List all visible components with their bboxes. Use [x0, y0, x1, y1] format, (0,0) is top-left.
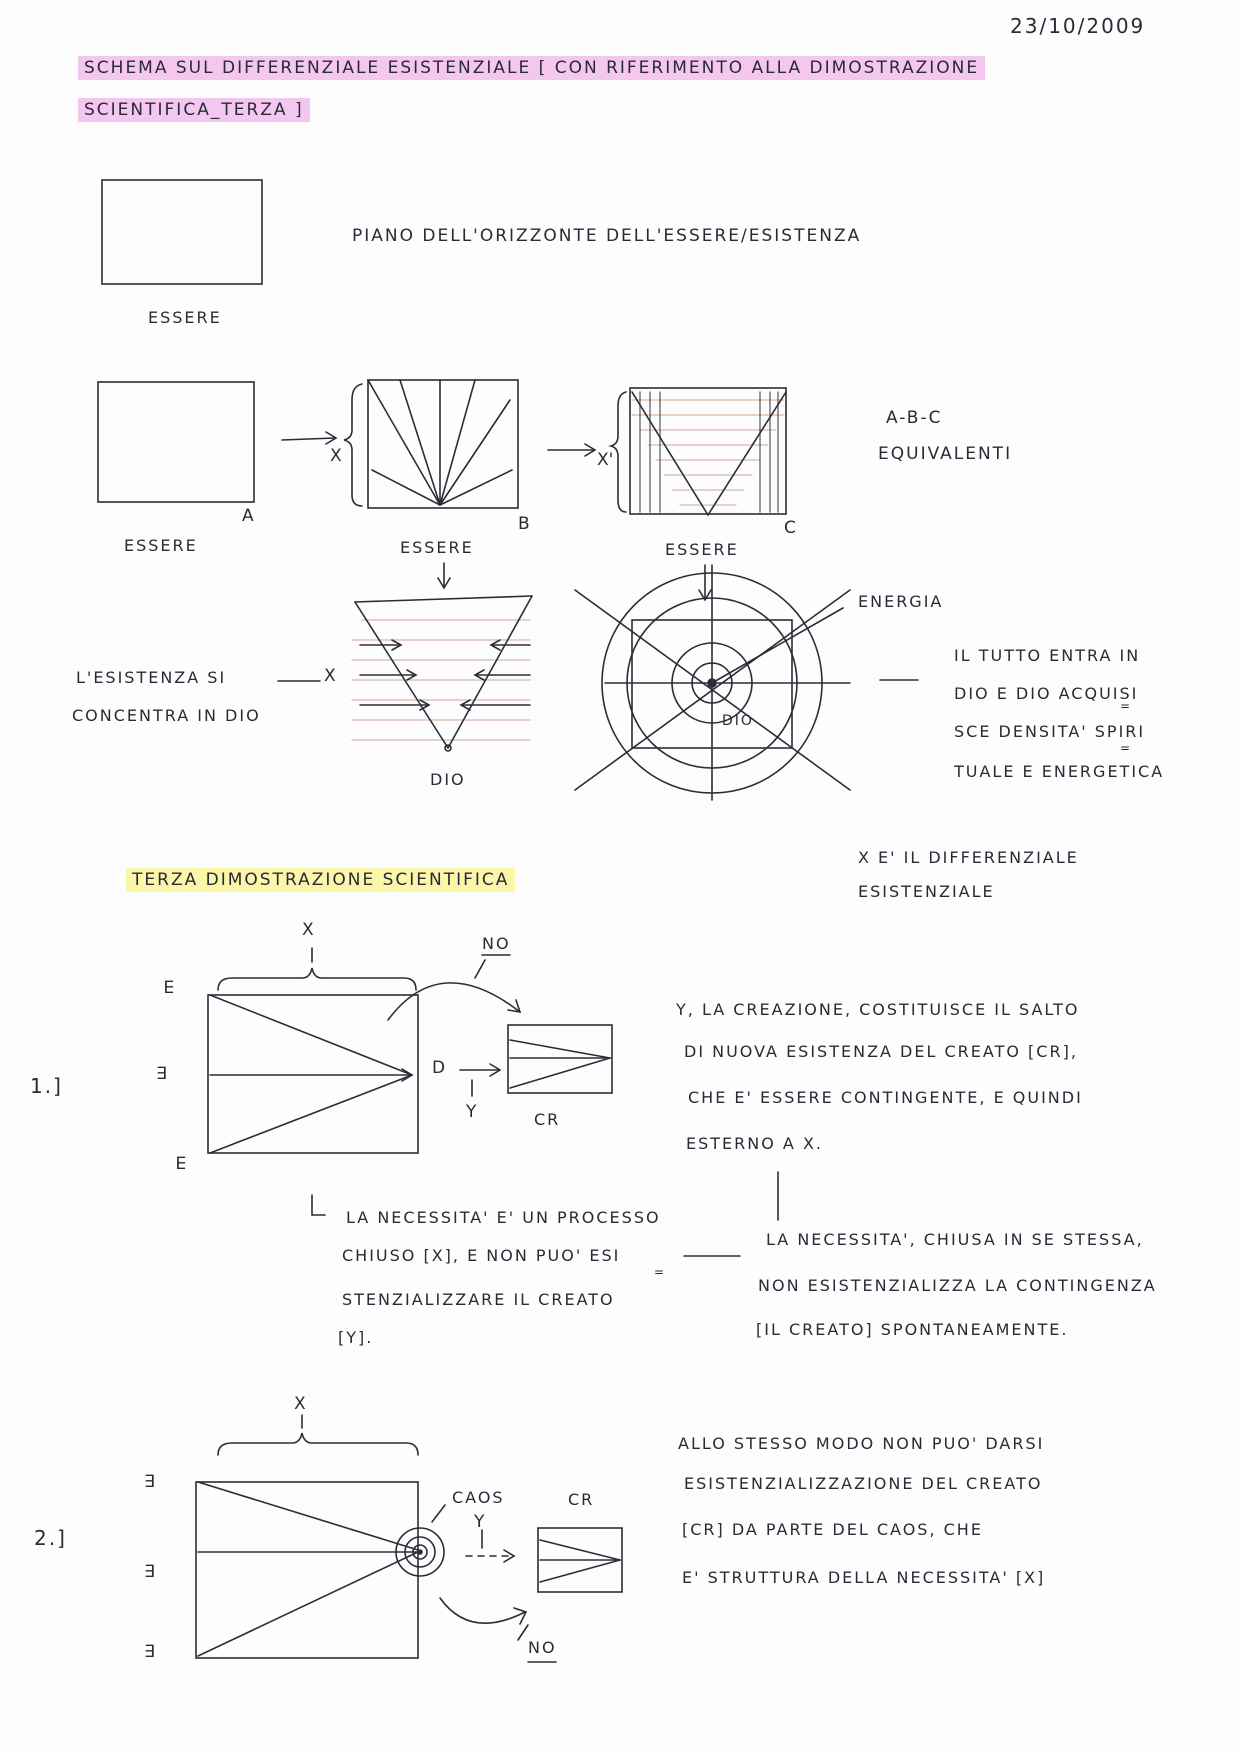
section-heading-text: TERZA DIMOSTRAZIONE SCIENTIFICA — [126, 868, 515, 892]
box-c-verticals — [640, 392, 778, 512]
section-heading — [126, 872, 515, 889]
x-note-line2: ESISTENZIALE — [858, 882, 995, 901]
arrow-a-b — [282, 438, 335, 440]
box-c-v-left — [632, 392, 708, 515]
caos-tick — [432, 1505, 445, 1522]
d1-text-line3: CHE E' ESSERE CONTINGENTE, E QUINDI — [688, 1088, 1083, 1107]
cr2-line-c — [540, 1560, 620, 1582]
cr1-line-c — [510, 1058, 610, 1088]
d2-text-line2: ESISTENZIALIZZAZIONE DEL CREATO — [684, 1474, 1043, 1493]
abc-note-line2: EQUIVALENTI — [878, 444, 1013, 464]
d1-ray-top — [210, 995, 412, 1075]
energy-label: ENERGIA — [858, 592, 944, 611]
box-a-letter: A — [242, 506, 254, 526]
d1-cr-label: CR — [534, 1110, 561, 1129]
diagram1-number: 1.] — [30, 1074, 63, 1098]
d1-bottom-left-line4: [Y]. — [338, 1328, 374, 1347]
d2-exists-1: ∃ — [144, 1472, 155, 1492]
circle-dio-label: DIO — [722, 713, 754, 729]
d1-bottom-left-line3: STENZIALIZZARE IL CREATO — [342, 1290, 615, 1309]
page-title-line1 — [78, 60, 985, 77]
d1-text-line4: ESTERNO A X. — [686, 1134, 823, 1153]
box-c — [630, 388, 786, 514]
x-note-line1: X E' IL DIFFERENZIALE — [858, 848, 1079, 867]
page-title-line2 — [78, 102, 310, 119]
box-c-label: ESSERE — [665, 540, 739, 559]
abc-note-line1: A-B-C — [886, 408, 943, 428]
dio-text-line3: SCE DENSITA' SPIRI — [954, 722, 1146, 741]
box-b — [368, 380, 518, 508]
d2-arc-no — [440, 1598, 525, 1623]
title-line2-text: SCIENTIFICA_TERZA ] — [78, 98, 310, 122]
d1-exists-1: ∃ — [164, 978, 175, 998]
box-a-label: ESSERE — [124, 536, 198, 555]
d2-text-line3: [CR] DA PARTE DEL CAOS, CHE — [682, 1520, 983, 1539]
d1-bottom-right-line1: LA NECESSITA', CHIUSA IN SE STESSA, — [766, 1230, 1144, 1249]
d2-exists-3: ∃ — [144, 1642, 155, 1662]
d2-cr-label: CR — [568, 1490, 595, 1509]
d1-text-line1: Y, LA CREAZIONE, COSTITUISCE IL SALTO — [676, 1000, 1080, 1019]
d2-y-label: Y — [474, 1512, 485, 1532]
triangle-right — [448, 596, 532, 748]
d2-text-line1: ALLO STESSO MODO NON PUO' DARSI — [678, 1434, 1045, 1453]
d1-bottom-left-line2: CHIUSO [X], E NON PUO' ESI — [342, 1246, 621, 1265]
box-a — [98, 382, 254, 502]
d2-no-tick — [518, 1625, 528, 1640]
d1-bottom-left-line1: LA NECESSITA' E' UN PROCESSO — [346, 1208, 661, 1227]
box-c-v-right — [708, 392, 786, 515]
dio-text-hyphen1: = — [1120, 699, 1133, 713]
d2-ray-bottom — [198, 1552, 418, 1656]
d2-exists-2: ∃ — [144, 1562, 155, 1582]
intro-essere-box — [102, 180, 262, 284]
cr1-line-a — [510, 1040, 610, 1058]
existence-text-line1: L'ESISTENZA SI — [76, 668, 227, 687]
d1-bracket — [312, 1195, 325, 1215]
brace-x-2 — [218, 1433, 418, 1455]
x-mark-c: X' — [597, 450, 614, 470]
box-c-letter: C — [784, 518, 796, 538]
box-b-rays — [368, 380, 512, 505]
intro-box-label: ESSERE — [148, 308, 222, 327]
d1-arc-no — [388, 983, 520, 1020]
d1-exists-2: ∃ — [156, 1064, 167, 1084]
box-c-hatch — [632, 400, 784, 505]
dio-text-line1: IL TUTTO ENTRA IN — [954, 646, 1141, 665]
box-x-1 — [208, 995, 418, 1153]
d2-ray-top — [198, 1482, 418, 1550]
box-cr-1 — [508, 1025, 612, 1093]
d2-text-line4: E' STRUTTURA DELLA NECESSITA' [X] — [682, 1568, 1046, 1587]
diagram1-x-label: X — [302, 920, 314, 940]
x-mark-triangle: X — [324, 666, 336, 686]
d1-ray-bottom — [210, 1075, 412, 1153]
brace-b — [344, 384, 362, 506]
d1-y-label: Y — [466, 1102, 477, 1122]
title-line1-text: SCHEMA SUL DIFFERENZIALE ESISTENZIALE [ CON RIFERIMENTO ALLA DIMOSTRAZIONE — [78, 56, 985, 80]
dio-text-line4: TUALE E ENERGETICA — [954, 762, 1165, 781]
x-mark-b: X — [330, 446, 342, 466]
dio-text-line2: DIO E DIO ACQUISI — [954, 684, 1139, 703]
existence-text-line2: CONCENTRA IN DIO — [72, 706, 261, 725]
diagram2-number: 2.] — [34, 1526, 67, 1550]
page-date: 23/10/2009 — [1010, 14, 1146, 38]
d2-caos-label: CAOS — [452, 1488, 505, 1507]
diagram2-x-label: X — [294, 1394, 306, 1414]
dio-text-hyphen2: = — [1120, 741, 1133, 755]
box-b-label: ESSERE — [400, 538, 474, 557]
d1-no-tick — [475, 960, 485, 978]
d1-exists-3: ∃ — [176, 1154, 187, 1174]
d1-bottom-right-line2: NON ESISTENZIALIZZA LA CONTINGENZA — [758, 1276, 1157, 1295]
cr2-line-a — [540, 1540, 620, 1560]
box-b-letter: B — [518, 514, 530, 534]
d2-no-label: NO — [528, 1638, 557, 1657]
caos-center — [418, 1550, 422, 1554]
box-x-2 — [196, 1482, 418, 1658]
brace-x-1 — [218, 968, 416, 990]
d1-bottom-right-line3: [IL CREATO] SPONTANEAMENTE. — [756, 1320, 1069, 1339]
d1-no-label: NO — [482, 934, 511, 953]
d1-d-label: D — [432, 1058, 446, 1078]
circle-diagram — [575, 565, 850, 800]
triangle-dio-label: DIO — [430, 770, 466, 789]
d1-text-line2: DI NUOVA ESISTENZA DEL CREATO [CR], — [684, 1042, 1078, 1061]
intro-description: PIANO DELL'ORIZZONTE DELL'ESSERE/ESISTENZA — [352, 226, 862, 246]
d1-hyphen: = — [654, 1265, 667, 1279]
triangle-top — [355, 596, 532, 602]
